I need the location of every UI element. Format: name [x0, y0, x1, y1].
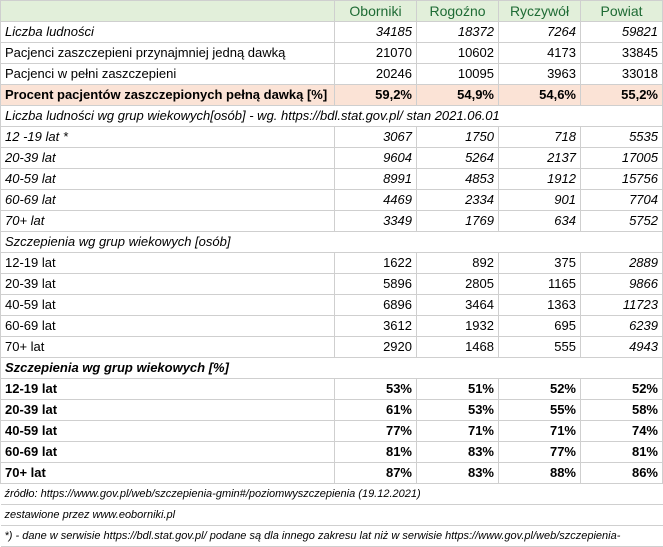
cell[interactable]: 718 [499, 127, 581, 148]
cell[interactable]: 71% [417, 421, 499, 442]
cell[interactable]: 3963 [499, 64, 581, 85]
table-row [1, 43, 663, 64]
table-row [1, 253, 663, 274]
cell[interactable]: 9866 [581, 274, 663, 295]
cell[interactable]: 53% [335, 379, 417, 400]
row-label[interactable]: 12-19 lat [1, 253, 335, 274]
table-row [1, 22, 663, 43]
table-row [1, 379, 663, 400]
cell[interactable]: 5896 [335, 274, 417, 295]
cell[interactable]: 88% [499, 463, 581, 484]
row-label[interactable]: 40-59 lat [1, 421, 335, 442]
row-label[interactable]: 20-39 lat [1, 148, 335, 169]
cell[interactable]: 7264 [499, 22, 581, 43]
footer-row [1, 484, 663, 505]
row-label[interactable]: Liczba ludności [1, 22, 335, 43]
table-row [1, 148, 663, 169]
cell[interactable]: 59821 [581, 22, 663, 43]
section-title-row [1, 232, 663, 253]
section-title[interactable]: Liczba ludności wg grup wiekowych[osób] - wg. https://bdl.stat.gov.pl/ stan 2021.06.01 [1, 106, 663, 127]
cell[interactable]: 54,9% [417, 85, 499, 106]
cell[interactable]: 33845 [581, 43, 663, 64]
cell[interactable]: 892 [417, 253, 499, 274]
cell[interactable]: 4943 [581, 337, 663, 358]
table-row [1, 190, 663, 211]
cell[interactable]: 53% [417, 400, 499, 421]
section-title-row [1, 358, 663, 379]
cell[interactable]: 81% [581, 442, 663, 463]
cell[interactable]: 6896 [335, 295, 417, 316]
cell[interactable]: 10095 [417, 64, 499, 85]
source-note[interactable]: źródło: https://www.gov.pl/web/szczepienia-gmin#/poziomwyszczepienia (19.12.2021) [1, 484, 663, 505]
row-label[interactable]: 40-59 lat [1, 295, 335, 316]
table-row [1, 337, 663, 358]
table-row [1, 442, 663, 463]
cell[interactable]: 10602 [417, 43, 499, 64]
cell[interactable]: 634 [499, 211, 581, 232]
cell[interactable]: 4853 [417, 169, 499, 190]
cell[interactable]: 21070 [335, 43, 417, 64]
cell[interactable]: 71% [499, 421, 581, 442]
cell[interactable]: 55% [499, 400, 581, 421]
cell[interactable]: 52% [499, 379, 581, 400]
cell[interactable]: 77% [335, 421, 417, 442]
row-label[interactable]: 20-39 lat [1, 274, 335, 295]
cell[interactable]: 74% [581, 421, 663, 442]
cell[interactable]: 33018 [581, 64, 663, 85]
cell[interactable]: 51% [417, 379, 499, 400]
row-label[interactable]: 12-19 lat [1, 379, 335, 400]
cell[interactable]: 83% [417, 442, 499, 463]
cell[interactable]: 3067 [335, 127, 417, 148]
table-row [1, 421, 663, 442]
cell[interactable]: 5535 [581, 127, 663, 148]
cell[interactable]: 61% [335, 400, 417, 421]
cell[interactable]: 20246 [335, 64, 417, 85]
cell[interactable]: 5752 [581, 211, 663, 232]
cell[interactable]: 5264 [417, 148, 499, 169]
cell[interactable]: 1468 [417, 337, 499, 358]
table-row [1, 127, 663, 148]
cell[interactable]: 34185 [335, 22, 417, 43]
section-title-row [1, 106, 663, 127]
table-row [1, 316, 663, 337]
cell[interactable]: 901 [499, 190, 581, 211]
row-label[interactable]: 60-69 lat [1, 190, 335, 211]
row-label[interactable]: Procent pacjentów zaszczepionych pełną dawką [%] [1, 85, 335, 106]
cell[interactable]: 4173 [499, 43, 581, 64]
row-label[interactable]: 20-39 lat [1, 400, 335, 421]
cell[interactable]: 3464 [417, 295, 499, 316]
row-label[interactable]: 70+ lat [1, 337, 335, 358]
cell[interactable]: 52% [581, 379, 663, 400]
cell[interactable]: 1769 [417, 211, 499, 232]
cell[interactable]: 58% [581, 400, 663, 421]
table-row [1, 400, 663, 421]
cell[interactable]: 2805 [417, 274, 499, 295]
cell[interactable]: 1622 [335, 253, 417, 274]
row-label[interactable]: 70+ lat [1, 211, 335, 232]
cell[interactable]: 2137 [499, 148, 581, 169]
percent-row [1, 85, 663, 106]
cell[interactable]: 9604 [335, 148, 417, 169]
footnote[interactable]: *) - dane w serwisie https://bdl.stat.gov.pl/ podane są dla innego zakresu lat niż w serwisie https://www.gov.pl/web/szczepienia- [1, 526, 663, 547]
compiled-by-note[interactable]: zestawione przez www.eoborniki.pl [1, 505, 663, 526]
header-row [1, 1, 663, 22]
row-label[interactable]: 40-59 lat [1, 169, 335, 190]
row-label[interactable]: Pacjenci w pełni zaszczepieni [1, 64, 335, 85]
cell[interactable]: 87% [335, 463, 417, 484]
cell[interactable]: 15756 [581, 169, 663, 190]
cell[interactable]: 375 [499, 253, 581, 274]
cell[interactable]: 11723 [581, 295, 663, 316]
cell[interactable]: 4469 [335, 190, 417, 211]
cell[interactable]: 1932 [417, 316, 499, 337]
footer-row [1, 526, 663, 547]
cell[interactable]: 8991 [335, 169, 417, 190]
cell[interactable]: 59,2% [335, 85, 417, 106]
row-label[interactable]: 12 -19 lat * [1, 127, 335, 148]
cell[interactable]: 86% [581, 463, 663, 484]
cell[interactable]: 6239 [581, 316, 663, 337]
row-label[interactable]: 70+ lat [1, 463, 335, 484]
section-title[interactable]: Szczepienia wg grup wiekowych [%] [1, 358, 663, 379]
row-label[interactable]: Pacjenci zaszczepieni przynajmniej jedną dawką [1, 43, 335, 64]
cell[interactable]: 17005 [581, 148, 663, 169]
cell[interactable]: 1750 [417, 127, 499, 148]
section-title[interactable]: Szczepienia wg grup wiekowych [osób] [1, 232, 663, 253]
column-header-powiat[interactable]: Powiat [581, 1, 663, 22]
table-row [1, 211, 663, 232]
cell[interactable]: 55,2% [581, 85, 663, 106]
cell[interactable]: 3612 [335, 316, 417, 337]
cell[interactable]: 3349 [335, 211, 417, 232]
cell[interactable]: 2334 [417, 190, 499, 211]
row-label[interactable]: 60-69 lat [1, 442, 335, 463]
table-row [1, 64, 663, 85]
cell[interactable]: 2889 [581, 253, 663, 274]
column-header-oborniki[interactable]: Oborniki [335, 1, 417, 22]
table-row [1, 274, 663, 295]
cell[interactable]: 77% [499, 442, 581, 463]
header-label-cell[interactable] [1, 1, 335, 22]
cell[interactable]: 1165 [499, 274, 581, 295]
cell[interactable]: 7704 [581, 190, 663, 211]
cell[interactable]: 81% [335, 442, 417, 463]
table-row [1, 295, 663, 316]
table-row [1, 169, 663, 190]
cell[interactable]: 1363 [499, 295, 581, 316]
cell[interactable]: 695 [499, 316, 581, 337]
cell[interactable]: 54,6% [499, 85, 581, 106]
cell[interactable]: 2920 [335, 337, 417, 358]
cell[interactable]: 1912 [499, 169, 581, 190]
footer-row [1, 505, 663, 526]
cell[interactable]: 555 [499, 337, 581, 358]
column-header-rogozno[interactable]: Rogoźno [417, 1, 499, 22]
cell[interactable]: 18372 [417, 22, 499, 43]
row-label[interactable]: 60-69 lat [1, 316, 335, 337]
table-row [1, 463, 663, 484]
cell[interactable]: 83% [417, 463, 499, 484]
column-header-ryczywol[interactable]: Ryczywół [499, 1, 581, 22]
